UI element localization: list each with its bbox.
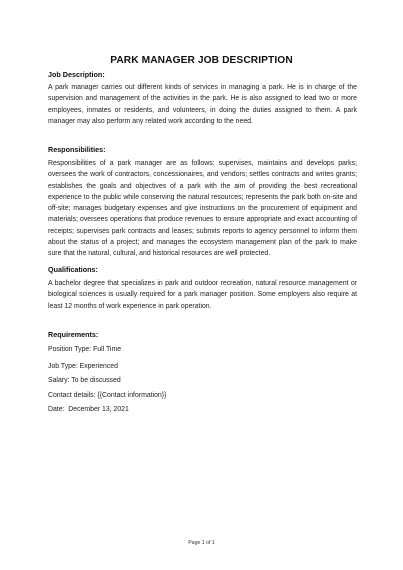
qualifications-text: A bachelor degree that specializes in park and outdoor recreation, natural resource management or biological sciences is usually required for a park manager position. Some employers also require at least 12 months of work experience in park operation. bbox=[48, 280, 357, 310]
salary: Salary: To be discussed bbox=[48, 377, 121, 384]
contact-details: Contact details: {{Contact information}} bbox=[48, 392, 167, 399]
requirements-heading: Requirements: bbox=[48, 330, 99, 339]
job-description-heading: Job Description: bbox=[48, 70, 105, 79]
responsibilities-text: Responsibilities of a park manager are as follows: supervises, maintains and develops parks; oversees the work of contractors, concessionaires, and vendors; settles contracts and writes grants; establishes the goals and objectives of a park with the aim of providing the best recreational experience to the public while conserving the natural resources; represents the park both on-site and off-site; manages budgetary expenses and give instructions on the procurement of equipment and materials; oversees operations that produce revenues to ensure appropriate and exact accounting of receipts; supervises park contracts and leases; submits reports to agency personnel to inform them about the status of a project; and manages the ecosystem management plan of the park to make sure that the natural, cultural, and historical resources are well protected. bbox=[48, 160, 357, 258]
qualifications-heading: Qualifications: bbox=[48, 265, 98, 274]
page-footer: Page 1 of 1 bbox=[188, 540, 215, 546]
responsibilities-heading: Responsibilities: bbox=[48, 145, 106, 154]
position-type: Position Type: Full Time bbox=[48, 346, 122, 353]
page-title: PARK MANAGER JOB DESCRIPTION bbox=[110, 55, 293, 66]
job-type: Job Type: Experienced bbox=[48, 363, 118, 370]
job-description-text: A park manager carries out different kinds of services in managing a park. He is in charge of the supervision and management of the activities in the park. He is also assigned to lead two or more employees, inmates or residents, and volunteers, in doing the duties assigned to them. A park manager may also perform any related work according to the need. bbox=[48, 84, 357, 125]
date: Date: December 13, 2021 bbox=[48, 406, 129, 413]
